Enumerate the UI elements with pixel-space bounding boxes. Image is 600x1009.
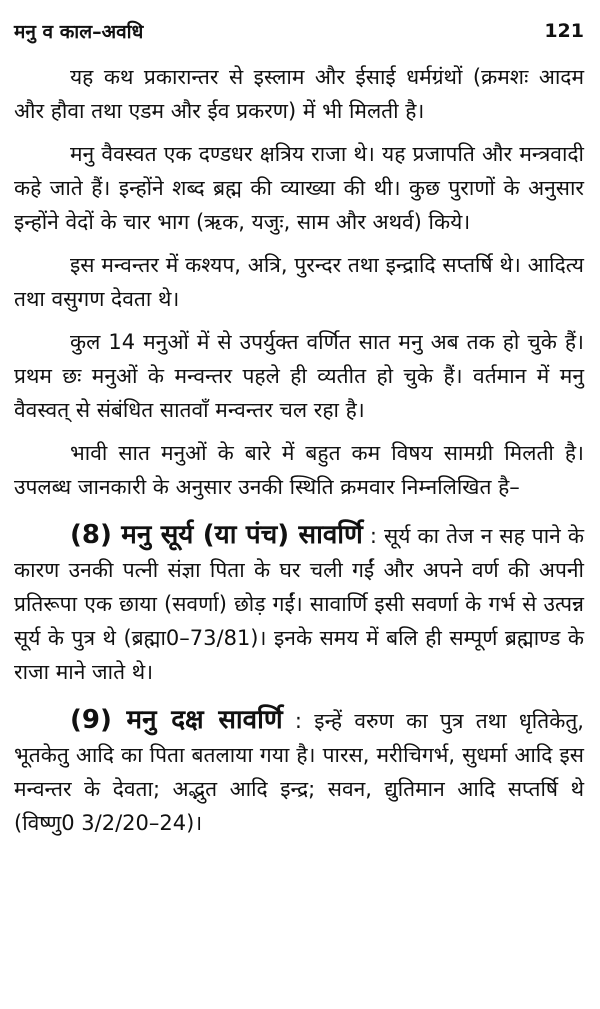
paragraph: यह कथ प्रकारान्तर से इस्लाम और ईसाई धर्मग्रंथों (क्रमशः आदम और हौवा तथा एडम और ईव प्रकरण) में भी मिलती है। [14, 65, 584, 123]
section-heading: (9) मनु दक्ष सावर्णि [70, 705, 283, 735]
paragraph: इस मन्वन्तर में कश्यप, अत्रि, पुरन्दर तथा इन्द्रादि सप्तर्षि थे। आदित्य तथा वसुगण देवता थे। [14, 253, 584, 311]
section-text: : सूर्य का तेज न सह पाने के कारण उनकी पत्नी संज्ञा पिता के घर चली गईं और अपने वर्ण की अपनी प्रतिरूपा एक छाया (सवर्णा) छोड़ गईं। सावार्णि इसी सवर्णा के गर्भ से उत्पन्न सूर्य के पुत्र थे (ब्रह्मा0–73/81)। इनके समय में बलि ही सम्पूर्ण ब्रह्माण्ड के राजा माने जाते थे। [14, 524, 585, 684]
body-text [14, 60, 584, 840]
paragraph: मनु वैवस्वत एक दण्डधर क्षत्रिय राजा थे। यह प्रजापति और मन्त्रवादी कहे जाते हैं। इन्होंने शब्द ब्रह्म की व्याख्या की थी। कुछ पुराणों के अनुसार इन्होंने वेदों के चार भाग (ऋक, यजुः, साम और अथर्व) किये। [14, 142, 584, 234]
section-heading: (8) मनु सूर्य (या पंच) सावर्णि [70, 520, 363, 550]
paragraph: कुल 14 मनुओं में से उपर्युक्त वर्णित सात मनु अब तक हो चुके हैं। प्रथम छः मनुओं के मन्वन्तर पहले ही व्यतीत हो चुके हैं। वर्तमान में मनु वैवस्वत् से संबंधित सातवाँ मन्वन्तर चल रहा है। [14, 330, 584, 422]
section-text: : इन्हें वरुण का पुत्र तथा धृतिकेतु, भूतकेतु आदि का पिता बतलाया गया है। पारस, मरीचिगर्भ, सुधर्मा आदि इस मन्वन्तर के देवता; अद्भुत आदि इन्द्र; सवन, द्युतिमान आदि सप्तर्षि थे (विष्णु0 3/2/20–24)। [14, 709, 584, 835]
running-title: मनु व काल–अवधि [14, 21, 144, 43]
section-manu-8 [14, 518, 584, 689]
page-number: 121 [544, 20, 584, 42]
page-header [14, 0, 584, 48]
paragraph: भावी सात मनुओं के बारे में बहुत कम विषय सामग्री मिलती है। उपलब्ध जानकारी के अनुसार उनकी स्थिति क्रमवार निम्नलिखित है– [14, 441, 584, 499]
section-manu-9 [14, 703, 584, 840]
